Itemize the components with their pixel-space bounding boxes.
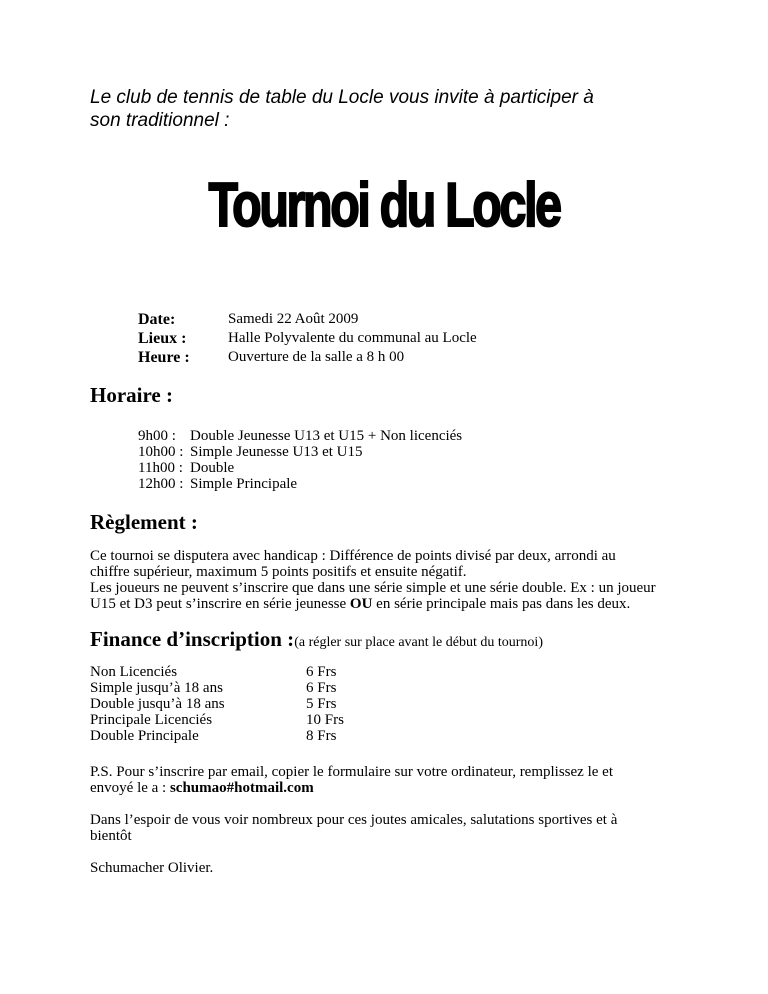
fee-label: Non Licenciés — [90, 664, 178, 680]
closing-line: bientôt — [90, 828, 132, 844]
schedule-event: Double — [190, 460, 235, 476]
ps-line — [90, 780, 690, 796]
closing-line: Dans l’espoir de vous voir nombreux pour ces joutes amicales, salutations sportives et à — [90, 812, 618, 828]
rules-text — [90, 548, 690, 612]
fee-label: Simple jusqu’à 18 ans — [90, 680, 223, 696]
rules-line — [90, 596, 690, 612]
fee-price: 6 Frs — [306, 680, 337, 696]
reglement-heading: Règlement : — [90, 510, 198, 534]
info-row-date — [138, 310, 477, 329]
rules-emphasis: OU — [349, 596, 373, 612]
event-info — [138, 310, 477, 367]
finance-note: (a régler sur place avant le début du tournoi) — [294, 635, 543, 650]
schedule-item — [138, 444, 462, 460]
fee-item — [90, 712, 344, 728]
email-address: schumao#hotmail.com — [169, 780, 314, 796]
fee-label: Principale Licenciés — [90, 712, 213, 728]
info-label: Date: — [138, 311, 176, 328]
rules-text-part: en série principale mais pas dans les deux. — [372, 596, 631, 612]
tournament-title: Tournoi du Locle — [208, 171, 560, 240]
rules-line: Ce tournoi se disputera avec handicap : Différence de points divisé par deux, arrondi au — [90, 548, 616, 564]
schedule-time: 10h00 : — [138, 444, 184, 460]
horaire-heading: Horaire : — [90, 383, 173, 407]
schedule-time: 11h00 : — [138, 460, 183, 476]
rules-line: chiffre supérieur, maximum 5 points positifs et ensuite négatif. — [90, 564, 467, 580]
schedule-event: Double Jeunesse U13 et U15 + Non licenciés — [190, 428, 463, 444]
ps-text: envoyé le a : — [90, 780, 170, 796]
ps-line: P.S. Pour s’inscrire par email, copier le formulaire sur votre ordinateur, remplissez le et — [90, 764, 613, 780]
info-row-heure — [138, 348, 477, 367]
fee-price: 5 Frs — [306, 696, 337, 712]
intro-text — [90, 86, 690, 132]
schedule-item — [138, 460, 462, 476]
intro-line-1: Le club de tennis de table du Locle vous invite à participer à — [90, 87, 594, 108]
schedule-time: 12h00 : — [138, 476, 184, 492]
fee-label: Double jusqu’à 18 ans — [90, 696, 225, 712]
rules-text-part: U15 et D3 peut s’inscrire en série jeunesse — [90, 596, 350, 612]
schedule-item — [138, 476, 462, 492]
fee-list — [90, 664, 344, 744]
ps-paragraph — [90, 764, 690, 796]
schedule-event: Simple Principale — [190, 476, 298, 492]
fee-label: Double Principale — [90, 728, 199, 744]
fee-price: 10 Frs — [306, 712, 344, 728]
fee-item — [90, 664, 344, 680]
info-value: Samedi 22 Août 2009 — [228, 311, 359, 327]
info-row-lieux — [138, 329, 477, 348]
schedule-event: Simple Jeunesse U13 et U15 — [190, 444, 363, 460]
fee-item — [90, 696, 344, 712]
title-block — [0, 170, 768, 242]
rules-line: Les joueurs ne peuvent s’inscrire que dans une série simple et une série double. Ex : un joueur — [90, 580, 656, 596]
finance-heading — [90, 627, 543, 655]
intro-line-2: son traditionnel : — [90, 110, 230, 131]
schedule-item — [138, 428, 462, 444]
info-label: Heure : — [138, 349, 190, 366]
info-label: Lieux : — [138, 330, 187, 347]
info-value: Ouverture de la salle a 8 h 00 — [228, 349, 405, 365]
fee-item — [90, 680, 344, 696]
fee-price: 6 Frs — [306, 664, 337, 680]
closing-paragraph — [90, 812, 690, 844]
finance-heading-text: Finance d’inscription : — [90, 627, 295, 651]
fee-item — [90, 728, 344, 744]
signature: Schumacher Olivier. — [90, 860, 214, 876]
info-value: Halle Polyvalente du communal au Locle — [228, 330, 477, 346]
fee-price: 8 Frs — [306, 728, 337, 744]
schedule-list — [138, 428, 462, 492]
schedule-time: 9h00 : — [138, 428, 176, 444]
